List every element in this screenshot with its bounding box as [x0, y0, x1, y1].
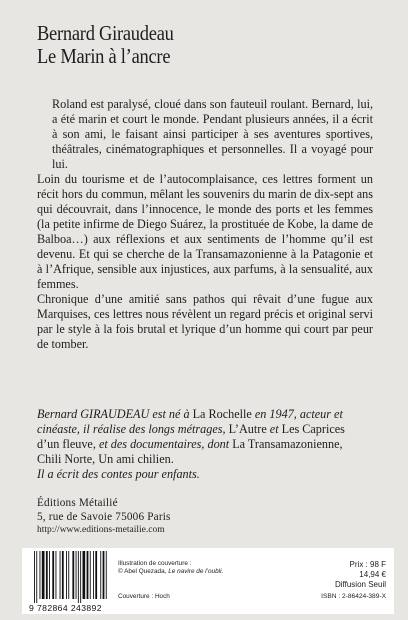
blurb-paragraph-1: Roland est paralysé, cloué dans son fauteuil roulant. Bernard, lui, a été marin et court le monde. Pendant plusieurs années, il a écrit à son ami, le faisant ainsi participer à ses aventures sportives, théâtrales, cinématographiques et personnelles. Il a voyagé pour lui. — [52, 97, 373, 171]
distributor: Diffusion Seuil — [335, 580, 386, 589]
bio-film: d’un fleuve, — [37, 437, 96, 451]
barcode-bar — [106, 551, 107, 599]
credits-work: Le navire de l’oubli. — [168, 568, 224, 575]
barcode-bar — [87, 551, 89, 599]
barcode-bar — [42, 551, 45, 599]
bio-line-5: Il a écrit des contes pour enfants. — [37, 467, 200, 481]
publisher-url: http://www.editions-metailie.com — [37, 525, 165, 535]
barcode-bar — [72, 551, 74, 599]
back-cover-blurb — [37, 97, 373, 352]
cover-design-credit: Couverture : Hoch — [118, 593, 170, 600]
bio-text: cinéaste, il réalise des longs métrages, — [37, 422, 226, 436]
barcode-digits: 9 782864 243892 — [29, 603, 102, 613]
barcode-bar — [52, 551, 54, 599]
bio-line-3 — [37, 437, 367, 452]
barcode-bar — [76, 551, 77, 599]
publisher-block — [37, 497, 171, 538]
barcode-bar — [95, 551, 97, 599]
author-name: Bernard Giraudeau — [37, 21, 174, 45]
barcode-bar — [100, 551, 101, 599]
barcode-bar — [36, 551, 37, 603]
bio-text: en 1947, acteur et — [254, 407, 343, 421]
bio-text: est né à — [152, 407, 190, 421]
credits-artist-line — [118, 568, 223, 576]
credits-label: Illustration de couverture : — [118, 560, 192, 567]
bio-line-1 — [37, 407, 367, 422]
barcode-bar — [103, 551, 105, 599]
barcode-bar — [62, 551, 64, 599]
price-euro: 14,94 € — [359, 570, 386, 579]
publisher-name: Éditions Métailié — [37, 497, 118, 509]
bio-line-2 — [37, 422, 367, 437]
blurb-paragraph-3: Chronique d’une amitié sans pathos qui rêvait d’une fugue aux Marquises, ces lettres nous révèlent un regard précis et original servi par le style à la fois brutal et lyrique d’un homme qui court par peur de tomber. — [37, 292, 373, 351]
ean-barcode — [34, 551, 108, 603]
book-header — [37, 22, 174, 68]
blurb-paragraph-2: Loin du tourisme et de l’autocomplaisance, ces lettres forment un récit hors du commun, mêlant les souvenirs du marin de dix-sept ans qui découvrait, dans l’innocence, le monde des ports et les femmes (la petite infirme de Diego Suárez, la prostituée de Kobe, la dame de Balboa…) aux réflexions et aux sentiments de l’homme qu’il est devenu. Et qui se cherche de la Transamazonienne à la Patagonie et à l’Afrique, sensible aux injustices, aux parfums, à la sensualité, aux femmes. — [37, 172, 373, 291]
bio-text: et — [269, 422, 279, 436]
barcode-bar — [90, 551, 91, 599]
bio-film: Les Caprices — [281, 422, 345, 436]
barcode-bar — [83, 551, 86, 599]
barcode-bar — [66, 551, 67, 599]
bio-place: La Rochelle — [192, 407, 252, 421]
bio-line-4: Chili Norte, Un ami chilien. — [37, 452, 174, 466]
bio-film: La Transamazonienne, — [232, 437, 343, 451]
publisher-address: 5, rue de Savoie 75006 Paris — [37, 510, 171, 523]
barcode-bar — [78, 551, 79, 603]
barcode-bar — [93, 551, 94, 599]
bio-author: Bernard GIRAUDEAU — [37, 407, 150, 421]
credits-artist: © Abel Quezada, — [118, 568, 167, 575]
bio-text: et des documentaires, dont — [98, 437, 230, 451]
barcode-bar — [80, 551, 81, 603]
barcode-bar — [46, 551, 48, 599]
author-bio — [37, 407, 367, 482]
barcode-bar — [34, 551, 35, 603]
isbn: ISBN : 2-86424-389-X — [321, 593, 386, 600]
barcode-bar — [40, 551, 41, 599]
barcode-bar — [60, 551, 61, 599]
barcode-bar — [68, 551, 69, 599]
price-franc: Prix : 98 F — [349, 560, 386, 569]
bio-film: L’Autre — [228, 422, 267, 436]
barcode-bar — [56, 551, 57, 599]
barcode-bar — [49, 551, 50, 599]
price-block — [321, 560, 386, 602]
book-title: Le Marin à l’ancre — [37, 44, 171, 68]
cover-credits — [118, 560, 224, 600]
